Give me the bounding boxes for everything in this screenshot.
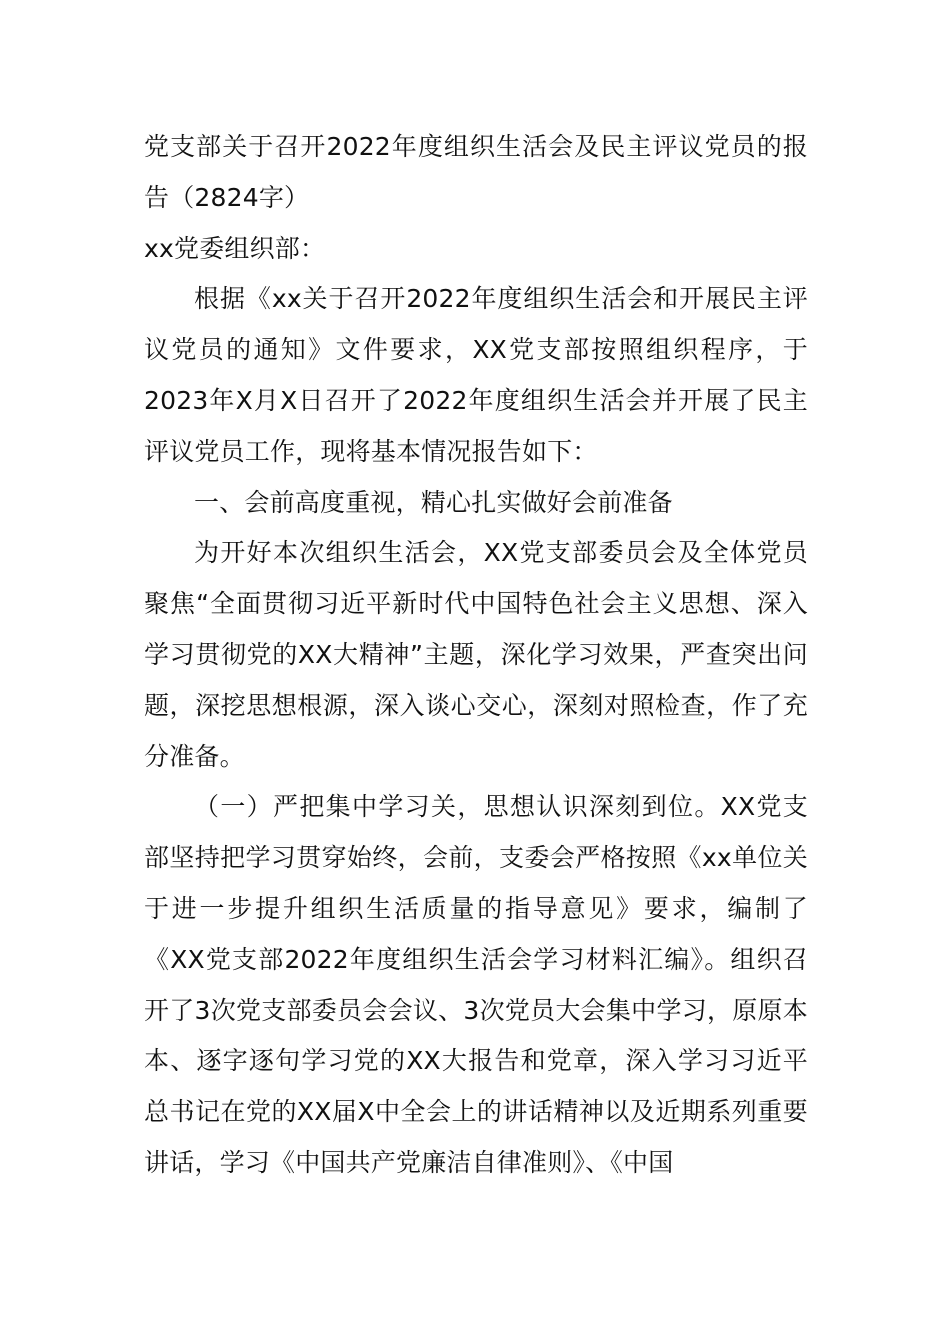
subsection-paragraph-1: （一）严把集中学习关，思想认识深刻到位。XX党支部坚持把学习贯穿始终，会前，支委会严格按照《xx单位关于进一步提升组织生活质量的指导意见》要求，编制了《XX党支部2022年度组织生活会学习材料汇编》。组织召开了3次党支部委员会会议、3次党员大会集中学习，原原本本、逐字逐句学习党的XX大报告和党章，深入学习习近平总书记在党的XX届X中全会上的讲话精神以及近期系列重要讲话，学习《中国共产党廉洁自律准则》、《中国: [144, 792, 808, 1177]
intro-paragraph: 根据《xx关于召开2022年度组织生活会和开展民主评议党员的通知》文件要求，XX党支部按照组织程序，于2023年X月X日召开了2022年度组织生活会并开展了民主评议党员工作，现将基本情况报告如下：: [144, 284, 808, 466]
body-paragraph: 为开好本次组织生活会，XX党支部委员会及全体党员聚焦“全面贯彻习近平新时代中国特色社会主义思想、深入学习贯彻党的XX大精神”主题，深化学习效果，严查突出问题，深挖思想根源，深入谈心交心，深刻对照检查，作了充分准备。: [144, 538, 808, 771]
salutation: xx党委组织部：: [144, 233, 326, 263]
document-title: 党支部关于召开2022年度组织生活会及民主评议党员的报告（2824字）: [144, 132, 808, 212]
section-heading-1: 一、会前高度重视，精心扎实做好会前准备: [194, 487, 673, 517]
document-page: [144, 122, 808, 1189]
